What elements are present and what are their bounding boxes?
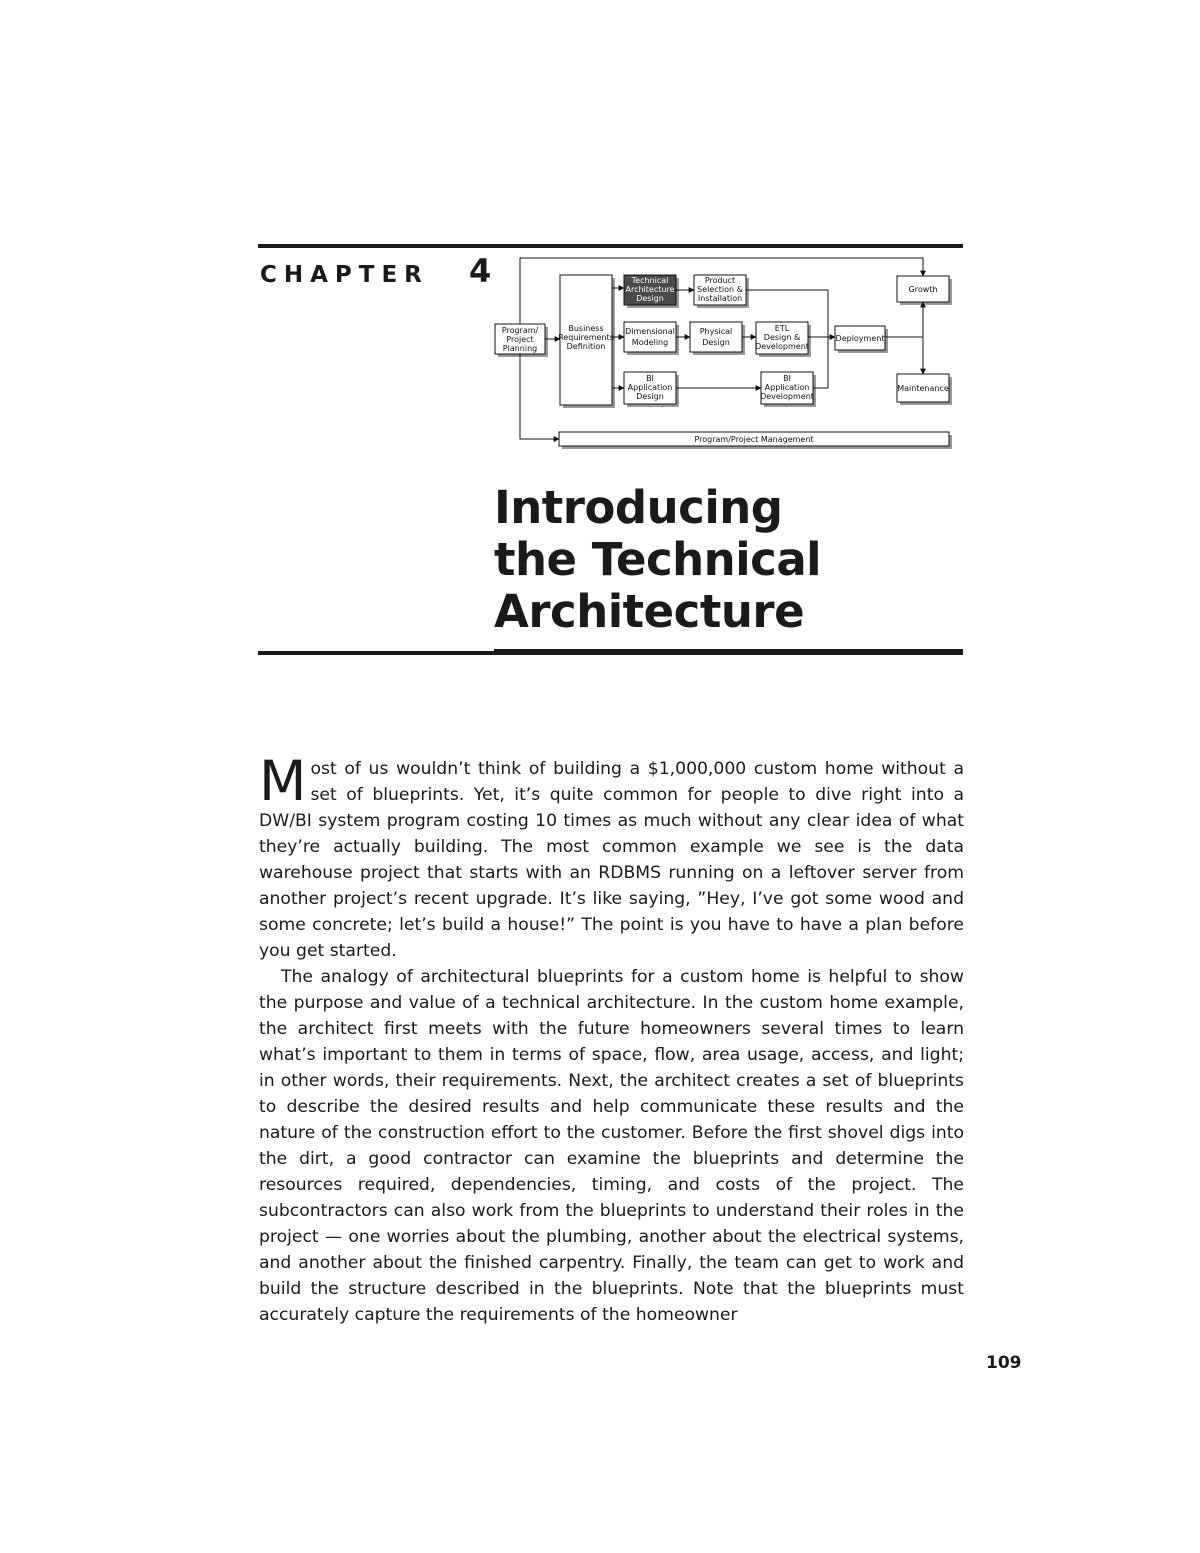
chapter-number: 4 bbox=[469, 252, 492, 290]
label-maintenance: Maintenance bbox=[897, 384, 949, 393]
chapter-label: CHAPTER bbox=[260, 262, 429, 288]
chapter-title bbox=[494, 482, 821, 638]
page-number: 109 bbox=[986, 1353, 1022, 1373]
label-bi-application-development: BI Application Development bbox=[760, 374, 814, 401]
label-deployment: Deployment bbox=[835, 334, 885, 343]
title-line-2: the Technical bbox=[494, 533, 822, 586]
body-text bbox=[259, 749, 964, 1328]
bottom-rule bbox=[258, 651, 963, 655]
label-bi-application-design: BI Application Design bbox=[627, 374, 673, 401]
title-line-3: Architecture bbox=[494, 585, 805, 638]
paragraph-2: The analogy of architectural blueprints for a custom home is helpful to show the purpose and value of a technical architecture. In the custom home example, the architect first meets with the future homeowners several times to learn what’s important to them in terms of space, flow, area usage, access, and light; in other words, their requirements. Next, the architect creates a set of blueprints to describe the desired results and help communicate these results and the nature of the construction effort to the customer. Before the first shovel digs into the dirt, a good contractor can examine the blueprints and determine the resources required, dependencies, timing, and costs of the project. The subcontractors can also work from the blueprints to understand their roles in the project — one worries about the plumbing, another about the electrical systems, and another about the finished carpentry. Finally, the team can get to work and build the structure described in the blueprints. Note that the blueprints must accurately capture the requirements of the homeowner bbox=[259, 967, 964, 1325]
label-dimensional-modeling: Dimensional Modeling bbox=[625, 327, 675, 347]
label-program-planning: Program/ Project Planning bbox=[501, 326, 539, 353]
lifecycle-diagram bbox=[0, 0, 1200, 460]
title-line-1: Introducing bbox=[494, 481, 783, 534]
label-physical-design: Physical Design bbox=[699, 327, 733, 347]
label-business-requirements: Business Requirements Definition bbox=[558, 324, 614, 351]
label-product-selection: Product Selection & Installation bbox=[697, 276, 743, 303]
label-etl-design: ETL Design & Development bbox=[755, 324, 809, 351]
paragraph-1 bbox=[259, 749, 964, 964]
label-technical-architecture: Technical Architecture Design bbox=[625, 276, 675, 303]
label-program-management: Program/Project Management bbox=[694, 435, 814, 444]
drop-cap: M bbox=[259, 749, 307, 813]
label-growth: Growth bbox=[908, 285, 938, 294]
paragraph-1-text: ost of us wouldn’t think of building a $1,000,000 custom home without a set of blueprints. Yet, it’s quite common for people to dive right into a DW/BI system program costing 10 times as much without any clear idea of what they’re actually building. The most common example we see is the data warehouse project that starts with an RDBMS running on a leftover server from another project’s recent upgrade. It’s like saying, ”Hey, I’ve got some wood and some concrete; let’s build a house!” The point is you have to have a plan before you get started. bbox=[259, 759, 964, 961]
